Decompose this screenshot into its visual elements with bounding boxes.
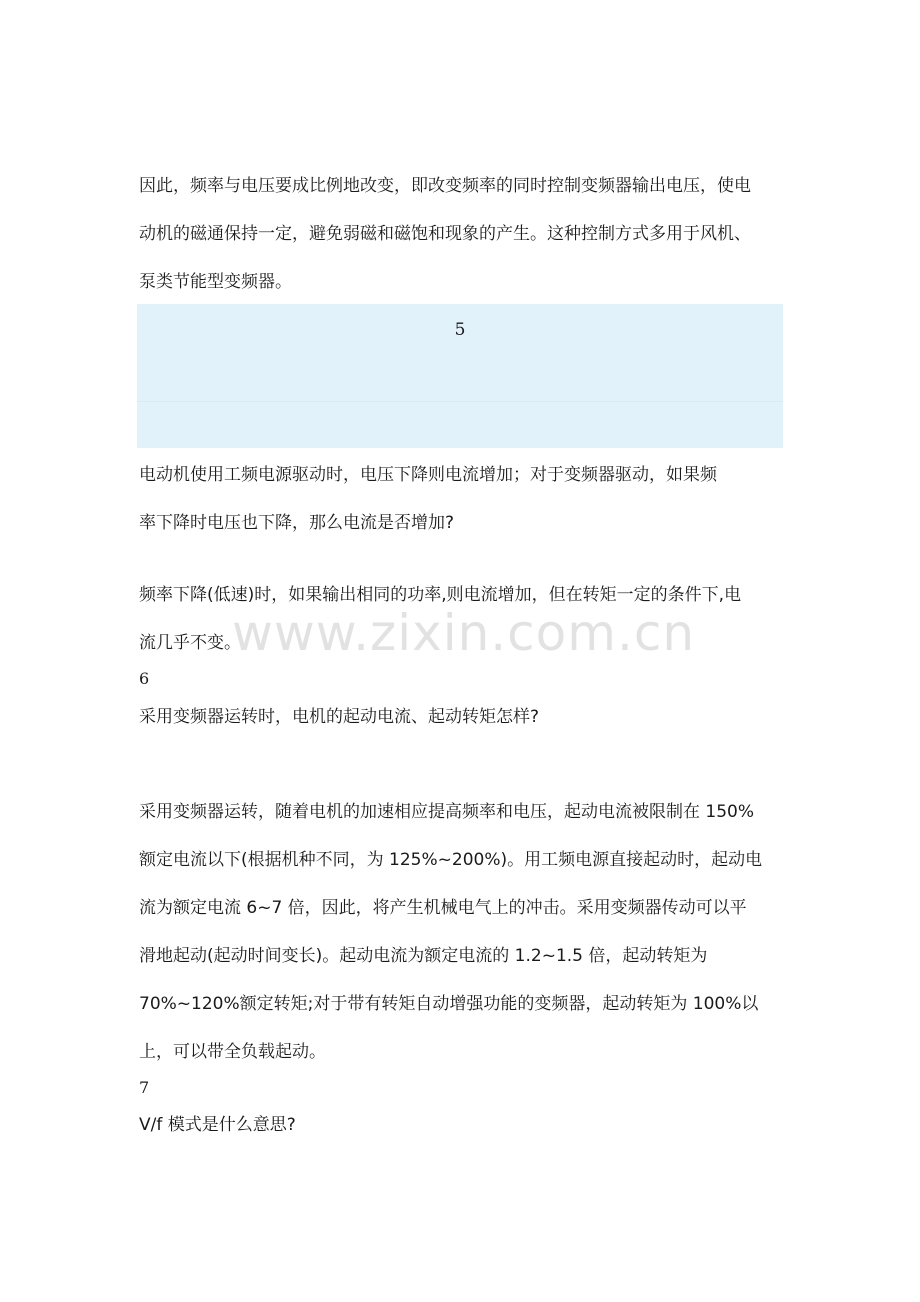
section-number: 6	[139, 669, 150, 688]
answer-line: 70%~120%额定转矩;对于带有转矩自动增强功能的变频器，起动转矩为 100%以	[139, 994, 759, 1014]
answer-line: 滑地起动(起动时间变长)。起动电流为额定电流的 1.2~1.5 倍，起动转矩为	[139, 946, 708, 966]
answer-line: 流几乎不变。	[139, 633, 241, 653]
answer-line: 流为额定电流 6~7 倍，因此，将产生机械电气上的冲击。采用变频器传动可以平	[139, 898, 747, 918]
answer-line: 额定电流以下(根据机种不同，为 125%~200%)。用工频电源直接起动时，起动电	[139, 850, 763, 870]
section-number: 5	[454, 320, 466, 340]
question-line: 电动机使用工频电源驱动时，电压下降则电流增加；对于变频器驱动，如果频	[139, 465, 717, 485]
answer-line: 上，可以带全负载起动。	[139, 1042, 326, 1062]
question-line: V/f 模式是什么意思?	[139, 1115, 296, 1135]
answer-line: 采用变频器运转，随着电机的加速相应提高频率和电压，起动电流被限制在 150%	[139, 802, 755, 822]
section-band	[137, 304, 783, 448]
paragraph-line: 泵类节能型变频器。	[139, 272, 292, 292]
band-divider	[137, 401, 783, 402]
watermark: www.zixin.com.cn	[232, 604, 696, 662]
question-line: 率下降时电压也下降，那么电流是否增加?	[139, 513, 455, 533]
paragraph-line: 因此，频率与电压要成比例地改变，即改变频率的同时控制变频器输出电压，使电	[139, 176, 751, 196]
answer-line: 频率下降(低速)时，如果输出相同的功率,则电流增加，但在转矩一定的条件下,电	[139, 585, 742, 605]
section-number: 7	[139, 1078, 150, 1097]
question-line: 采用变频器运转时，电机的起动电流、起动转矩怎样?	[139, 707, 540, 727]
paragraph-line: 动机的磁通保持一定，避免弱磁和磁饱和现象的产生。这种控制方式多用于风机、	[139, 224, 751, 244]
